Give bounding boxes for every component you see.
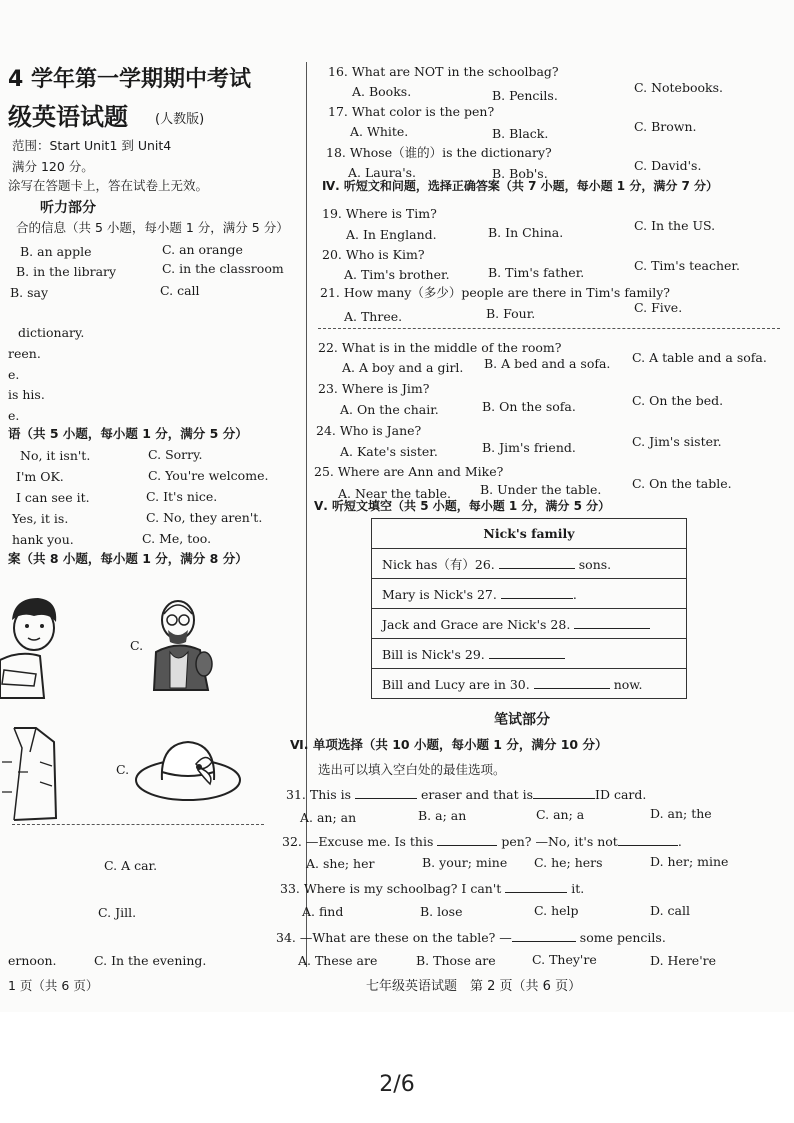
question-25: 25. Where are Ann and Mike? [314,464,504,479]
listening-header: 听力部分 [40,200,96,216]
table-cell [372,609,687,639]
question-22: 22. What is in the middle of the room? [318,340,562,355]
q-option-a: A. Three. [344,309,403,324]
section6-instruction: 选出可以填入空白处的最佳选项。 [318,762,506,777]
q-option-a: A. Laura's. [348,165,417,180]
old-man-picture [148,594,218,694]
question-text: pen? —No, it's not [501,834,618,849]
text-fragment: reen. [8,346,41,361]
q-option-c: C. A table and a sofa. [632,350,767,365]
exam-score: 满分 120 分。 [12,159,94,174]
q-option-b: B. Four. [486,306,536,321]
q-option-b: B. Pencils. [492,88,558,103]
q-option-b: B. Bob's. [492,166,548,181]
answer-blank-29[interactable] [489,646,565,659]
q-option-a: A. In England. [346,227,437,242]
q-option-a: A. A boy and a girl. [342,360,464,375]
q-option-a: A. On the chair. [340,402,439,417]
q-option-a: A. find [302,904,344,919]
q-option-b: B. lose [420,904,463,919]
q-option-b: B. say [10,285,49,300]
picture-label-c: C. [116,762,130,777]
q-option-d: D. Here're [650,953,717,968]
nicks-family-table [371,518,687,699]
question-19: 19. Where is Tim? [322,206,437,221]
section4-header: Ⅳ. 听短文和问题，选择正确答案（共 7 小题，每小题 1 分，满分 7 分） [322,179,719,193]
q-option-c: C. Jim's sister. [632,434,722,449]
question-21: 21. How many（多少）people are there in Tim's family? [320,285,671,300]
q-option-c: C. On the bed. [632,393,724,408]
q-option-c: C. It's nice. [146,489,218,504]
q-option-b: No, it isn't. [20,448,91,463]
q-option-b: I'm OK. [16,469,64,484]
q-option-b: B. Under the table. [480,482,602,497]
text-fragment: dictionary. [18,325,85,340]
answer-blank-27[interactable] [501,586,573,599]
hat-picture [134,734,242,804]
q-option-a: A. These are [298,953,378,968]
q-option-d: D. call [650,903,690,918]
answer-blank[interactable] [533,786,595,799]
table-cell [372,579,687,609]
table-row [372,549,687,579]
q-option-a: A. Near the table. [338,486,452,501]
question-33 [280,880,584,897]
cell-text: sons. [578,556,612,572]
answer-blank-30[interactable] [534,676,610,689]
q-option-c: C. in the classroom [162,261,284,276]
text-fragment: e. [8,367,20,382]
q-option-c: C. Brown. [634,119,697,134]
question-text: it. [571,881,585,896]
question-text: 32. —Excuse me. Is this [282,834,434,849]
table-cell [372,639,687,669]
q-option-b: B. On the sofa. [482,399,576,414]
question-text: some pencils. [579,930,666,945]
section-divider [318,328,780,329]
q-option-b: B. Black. [492,126,549,141]
question-text: 34. —What are these on the table? — [276,930,512,945]
question-text: 31. This is [286,787,352,802]
exam-scope: 范围：Start Unit1 到 Unit4 [12,138,172,153]
cell-text: Bill and Lucy are in 30. [382,676,530,692]
q-option-b: I can see it. [16,490,90,505]
answer-blank-28[interactable] [574,616,650,629]
exam-title-line1: 4 学年第一学期期中考试 [8,67,251,92]
section1-header: 合的信息（共 5 小题，每小题 1 分，满分 5 分） [16,220,289,235]
q-option-c: C. Sorry. [148,447,203,462]
q-option-c: C. No, they aren't. [146,510,263,525]
boy-picture [0,590,70,700]
q-option-b: hank you. [12,532,74,547]
edition-label: (人教版) [155,112,205,127]
question-text: ID card. [595,787,647,802]
q-option-b: Yes, it is. [12,511,69,526]
q-option-b: B. Those are [416,953,496,968]
q-option-a: A. an; an [300,810,357,825]
table-cell [372,669,687,699]
q-option-c: C. he; hers [534,855,603,870]
q-option-a: A. Books. [352,84,412,99]
question-32 [282,833,682,850]
page-footer-right: 七年级英语试题 第 2 页（共 6 页） [366,979,582,994]
q-option-c: C. an orange [162,242,243,257]
question-text: 33. Where is my schoolbag? I can't [280,881,502,896]
q-option-c: C. You're welcome. [148,468,269,483]
text-fragment: is his. [8,387,45,402]
column-divider [306,62,307,967]
q-option-b: B. Jim's friend. [482,440,576,455]
q-option-c: C. Me, too. [142,531,212,546]
answer-blank[interactable] [505,880,567,893]
q-option-c: C. Notebooks. [634,80,723,95]
q-option-c: C. Jill. [98,905,137,920]
cell-text: Bill is Nick's 29. [382,646,485,662]
section6-header: Ⅵ. 单项选择（共 10 小题，每小题 1 分，满分 10 分） [290,737,608,752]
q-option-d: D. an; the [650,806,712,821]
cell-text: Mary is Nick's 27. [382,586,497,602]
answer-blank-26[interactable] [499,556,575,569]
table-row [372,519,687,549]
q-option-a: A. Kate's sister. [340,444,438,459]
q-option-a: A. she; her [306,856,375,871]
q-option-a: A. Tim's brother. [344,267,450,282]
table-row [372,609,687,639]
question-24: 24. Who is Jane? [316,423,422,438]
section-divider [12,824,264,825]
question-31 [286,786,646,803]
written-header: 笔试部分 [494,712,550,728]
table-cell [372,549,687,579]
cell-text: Jack and Grace are Nick's 28. [382,616,571,632]
question-16: 16. What are NOT in the schoolbag? [328,64,559,79]
table-row [372,579,687,609]
q-option-c: C. call [160,283,200,298]
q-option-c: C. David's. [634,158,702,173]
q-option-b: B. In China. [488,225,564,240]
q-option-c: C. help [534,903,579,918]
section2-header: 语（共 5 小题，每小题 1 分，满分 5 分） [8,426,248,441]
q-option-b: B. an apple [20,244,92,259]
q-option-b: B. A bed and a sofa. [484,356,611,371]
question-text: . [677,834,682,849]
cell-text: now. [613,676,643,692]
picture-label-c: C. [130,638,144,653]
q-option-b: B. Tim's father. [488,265,585,280]
q-option-b: B. a; an [418,808,467,823]
section3-header: 案（共 8 小题，每小题 1 分，满分 8 分） [8,551,248,566]
q-option-c: C. In the US. [634,218,716,233]
answer-blank[interactable] [512,929,576,942]
q-option-c: C. They're [532,952,597,967]
cell-text: Nick has（有）26. [382,556,495,572]
q-option-b: B. your; mine [422,855,508,870]
question-23: 23. Where is Jim? [318,381,430,396]
page-indicator: 2/6 [379,1072,415,1097]
question-18: 18. Whose（谁的）is the dictionary? [326,145,552,160]
answer-blank[interactable] [355,786,417,799]
exam-title-line2: 级英语试题 [8,103,128,131]
section5-header: Ⅴ. 听短文填空（共 5 小题，每小题 1 分，满分 5 分） [314,499,611,513]
q-option-b: ernoon. [8,953,57,968]
q-option-c: C. In the evening. [94,953,207,968]
text-fragment: e. [8,408,20,423]
question-34 [276,929,666,946]
page-footer-left: 1 页（共 6 页） [8,978,99,993]
q-option-c: C. an; a [536,807,585,822]
q-option-b: B. in the library [16,264,117,279]
q-option-c: C. On the table. [632,476,732,491]
answer-blank[interactable] [437,833,497,846]
q-option-c: C. Five. [634,300,683,315]
q-option-c: C. Tim's teacher. [634,258,740,273]
q-option-a: A. White. [350,124,409,139]
q-option-d: D. her; mine [650,854,729,869]
question-20: 20. Who is Kim? [322,247,425,262]
question-17: 17. What color is the pen? [328,104,495,119]
question-text: eraser and that is [421,787,534,802]
answer-blank[interactable] [618,833,678,846]
exam-instruction: 涂写在答题卡上，答在试卷上无效。 [8,178,209,193]
table-row [372,639,687,669]
table-title: Nick's family [372,519,687,549]
jacket-picture [0,722,60,822]
cell-text: . [572,586,577,602]
q-option-c: C. A car. [104,858,158,873]
table-row [372,669,687,699]
